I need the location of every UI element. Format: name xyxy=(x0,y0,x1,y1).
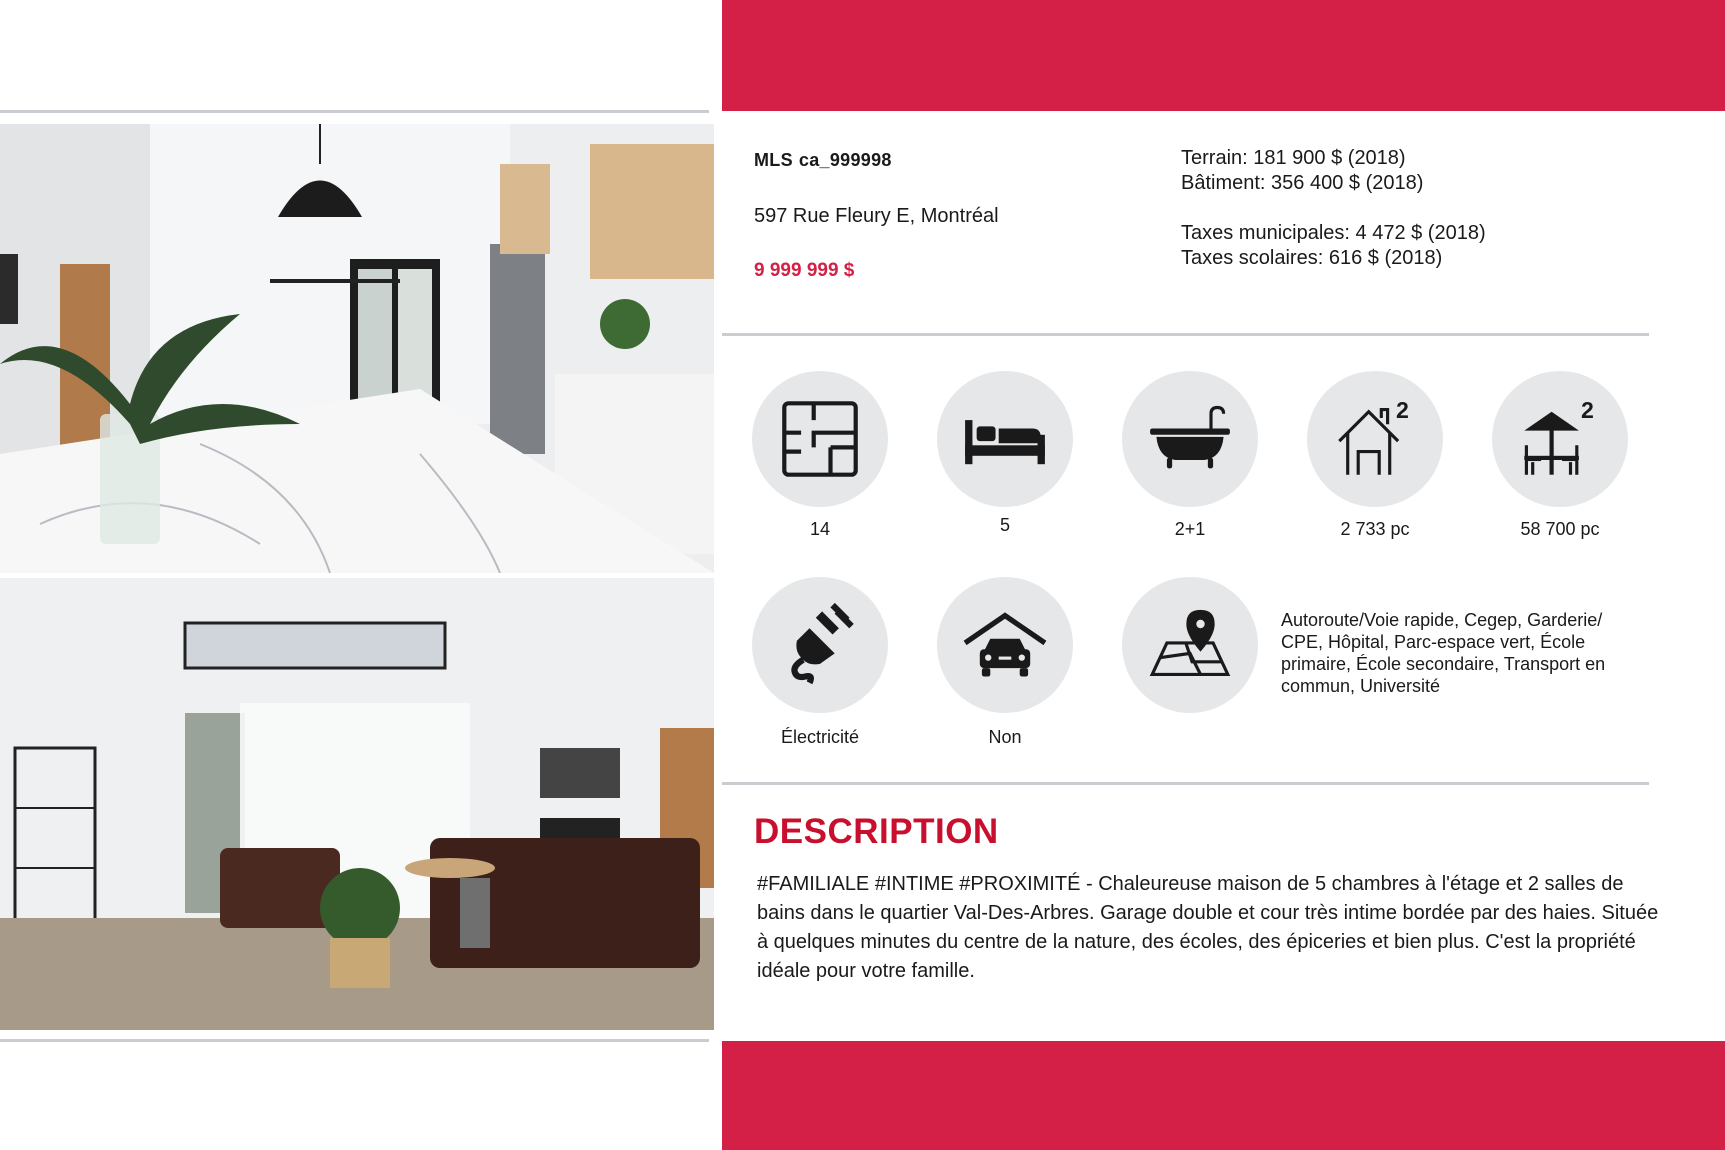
feature-living-area xyxy=(1307,371,1443,540)
photo-top-divider xyxy=(0,110,709,113)
description-title: DESCRIPTION xyxy=(754,812,999,851)
feature-energy xyxy=(752,577,888,748)
feature-garage xyxy=(937,577,1073,748)
taxes-municipales: Taxes municipales: 4 472 $ (2018) xyxy=(1181,222,1486,244)
mls-number: ca_999998 xyxy=(798,150,892,170)
bed-icon xyxy=(963,397,1047,481)
feature-rooms xyxy=(752,371,888,540)
lot-area-icon xyxy=(1518,397,1602,481)
electric-plug-icon xyxy=(778,603,862,687)
address: 597 Rue Fleury E, Montréal xyxy=(754,205,999,227)
mls-label: MLS xyxy=(754,150,793,170)
rooms-value: 14 xyxy=(809,519,831,539)
feature-bedrooms xyxy=(937,371,1073,536)
batiment-value: Bâtiment: 356 400 $ (2018) xyxy=(1181,172,1424,194)
lot-area-value: 58 700 pc xyxy=(1520,519,1600,539)
map-pin-icon xyxy=(1148,603,1232,687)
description-text: #FAMILIALE #INTIME #PROXIMITÉ - Chaleureuse maison de 5 chambres à l'étage et 2 salles de bains dans le quartier Val-Des-Arbres. Garage double et cour très intime bordée par des haies. Située à quelques minutes du centre de la nature, des écoles, des épiceries et bien plus. C'est la propriété idéale pour votre famille. xyxy=(757,873,1659,982)
evaluation-info xyxy=(1181,146,1486,271)
living-room-photo xyxy=(0,578,714,1030)
svg-text:2: 2 xyxy=(1581,397,1594,423)
price: 9 999 999 $ xyxy=(754,260,855,281)
info-divider xyxy=(722,333,1649,336)
garage-car-icon xyxy=(963,603,1047,687)
living-area-value: 2 733 pc xyxy=(1340,519,1410,539)
mls-line xyxy=(754,150,999,171)
feature-bathrooms xyxy=(1122,371,1258,540)
feature-lot-area xyxy=(1492,371,1628,540)
bedrooms-value: 5 xyxy=(999,515,1010,535)
floor-plan-icon xyxy=(778,397,862,481)
bathrooms-value: 2+1 xyxy=(1174,519,1206,539)
energy-value: Électricité xyxy=(780,727,860,747)
header-red-bar xyxy=(722,0,1725,111)
taxes-scolaires: Taxes scolaires: 616 $ (2018) xyxy=(1181,247,1443,269)
svg-text:2: 2 xyxy=(1396,397,1409,423)
listing-info xyxy=(754,150,999,282)
photo-bottom-divider xyxy=(0,1039,709,1042)
proximity-list: Autoroute/Voie rapide, Cegep, Garderie/ CPE, Hôpital, Parc-espace vert, École primaire, École secondaire, Transport en commun, Université xyxy=(1281,610,1606,696)
footer-red-bar xyxy=(722,1041,1725,1150)
kitchen-photo xyxy=(0,124,714,573)
bathtub-icon xyxy=(1148,397,1232,481)
feature-proximity xyxy=(1122,577,1258,713)
garage-value: Non xyxy=(988,727,1022,747)
house-area-icon xyxy=(1333,397,1417,481)
features-divider xyxy=(722,782,1649,785)
terrain-value: Terrain: 181 900 $ (2018) xyxy=(1181,147,1406,169)
